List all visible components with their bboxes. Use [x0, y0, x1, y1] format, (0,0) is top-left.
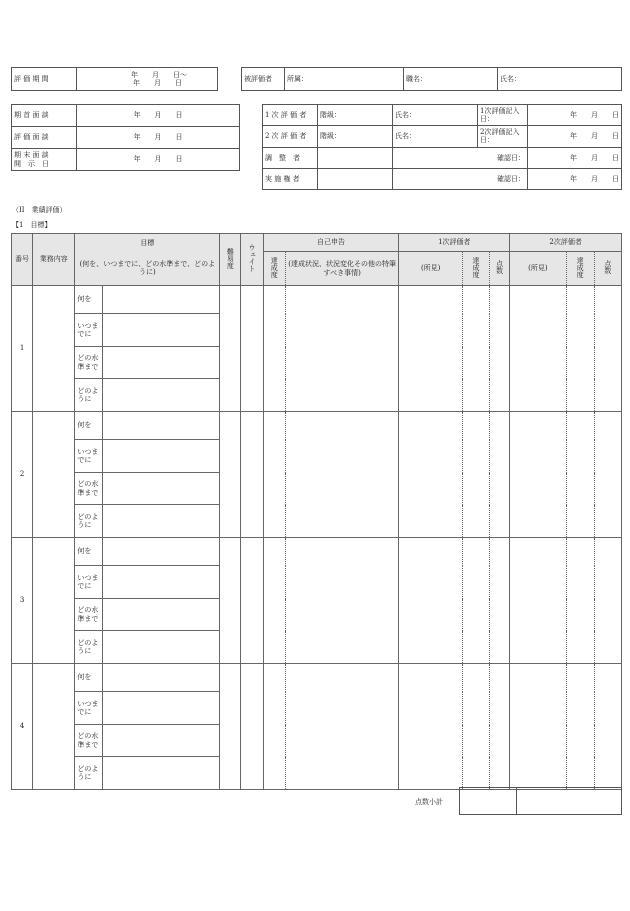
- first-achievement-field[interactable]: [462, 538, 489, 664]
- evaluator-entry-label: 確認日：: [478, 168, 528, 189]
- difficulty-field[interactable]: [220, 412, 241, 538]
- second-opinion-field[interactable]: [510, 412, 566, 538]
- subsection-title: 【1 目標】: [12, 221, 52, 229]
- header-weight: [241, 234, 263, 286]
- goal-label: いつまでに: [75, 692, 102, 725]
- self-achievement-field[interactable]: [263, 286, 285, 412]
- first-score-field[interactable]: [490, 286, 510, 412]
- goal-label: どの水準まで: [75, 473, 102, 505]
- row-number: 3: [12, 538, 33, 664]
- interview-date[interactable]: 年 月 日: [77, 127, 240, 149]
- evaluator-grade[interactable]: 階級：: [318, 126, 393, 147]
- header-second-achievement: [566, 252, 594, 286]
- interview-label: 期 首 面 談: [12, 105, 77, 127]
- second-score-field[interactable]: [594, 664, 621, 790]
- header-second-score: [594, 252, 621, 286]
- first-achievement-field[interactable]: [462, 286, 489, 412]
- task-field[interactable]: [33, 538, 75, 664]
- header-second-score-label: 点数: [603, 260, 612, 275]
- section-title: （II 業績評価）: [12, 206, 67, 214]
- goals-table: [11, 233, 622, 790]
- difficulty-field[interactable]: [220, 664, 241, 790]
- header-goal-sub: (何を、いつまでに、どの水準まで、どのように): [75, 252, 220, 286]
- header-task: 業務内容: [33, 234, 75, 286]
- second-opinion-field[interactable]: [510, 664, 566, 790]
- interview-table: [11, 104, 240, 171]
- first-opinion-field[interactable]: [399, 286, 462, 412]
- goal-label: 何を: [75, 538, 102, 566]
- name-field[interactable]: [527, 68, 622, 91]
- goal-label: いつまでに: [75, 314, 102, 347]
- goal-field[interactable]: [102, 347, 220, 379]
- subtotal-second[interactable]: [517, 788, 622, 815]
- row-number: 4: [12, 664, 33, 790]
- header-second-achievement-label: 達成度: [576, 256, 585, 278]
- self-note-field[interactable]: [285, 538, 399, 664]
- evaluator-field[interactable]: [318, 147, 393, 168]
- goal-field[interactable]: [102, 505, 220, 538]
- header-first-opinion: (所見): [399, 252, 462, 286]
- second-score-field[interactable]: [594, 412, 621, 538]
- goal-field[interactable]: [102, 631, 220, 664]
- second-opinion-field[interactable]: [510, 286, 566, 412]
- evaluator-role: 2 次 評 価 者: [263, 126, 318, 147]
- task-field[interactable]: [33, 286, 75, 412]
- evaluator-field[interactable]: [393, 147, 478, 168]
- header-first: 1次評価者: [399, 234, 510, 252]
- interview-label: 期 末 面 談 開 示 日: [12, 149, 77, 171]
- header-first-achievement-label: 達成度: [471, 256, 480, 278]
- subtotal-label: 点数小計: [415, 798, 443, 806]
- difficulty-field[interactable]: [220, 538, 241, 664]
- second-score-field[interactable]: [594, 286, 621, 412]
- header-second-opinion: (所見): [510, 252, 566, 286]
- interview-label: 評 価 面 談: [12, 127, 77, 149]
- interview-date[interactable]: 年 月 日: [77, 149, 240, 171]
- evaluator-name[interactable]: 氏名：: [393, 126, 478, 147]
- second-opinion-field[interactable]: [510, 538, 566, 664]
- header-first-score: [490, 252, 510, 286]
- first-achievement-field[interactable]: [462, 412, 489, 538]
- goal-label: どの水準まで: [75, 725, 102, 757]
- header-weight-label: ウェイト: [248, 244, 257, 273]
- goal-field[interactable]: [102, 692, 220, 725]
- first-achievement-field[interactable]: [462, 664, 489, 790]
- header-difficulty: [220, 234, 241, 286]
- name-label: 氏名：: [498, 68, 528, 91]
- first-score-field[interactable]: [490, 664, 510, 790]
- first-opinion-field[interactable]: [399, 664, 462, 790]
- evaluator-field[interactable]: [393, 168, 478, 189]
- second-achievement-field[interactable]: [566, 412, 594, 538]
- evaluator-role: 実 施 権 者: [263, 168, 318, 189]
- goal-label: どのように: [75, 631, 102, 664]
- goal-label: どの水準まで: [75, 347, 102, 379]
- first-opinion-field[interactable]: [399, 412, 462, 538]
- dept-field[interactable]: [319, 68, 404, 91]
- weight-field[interactable]: [241, 286, 263, 412]
- task-field[interactable]: [33, 664, 75, 790]
- self-achievement-field[interactable]: [263, 538, 285, 664]
- goal-sub-row: [12, 538, 622, 566]
- header-first-achievement: [462, 252, 489, 286]
- goal-label: 何を: [75, 412, 102, 440]
- period-end: 年 月 日: [133, 79, 182, 87]
- task-field[interactable]: [33, 412, 75, 538]
- evaluator-role: 1 次 評 価 者: [263, 105, 318, 126]
- evaluator-date[interactable]: 年 月 日: [528, 168, 622, 189]
- weight-field[interactable]: [241, 664, 263, 790]
- difficulty-field[interactable]: [220, 286, 241, 412]
- subtotal-table: [459, 787, 622, 815]
- interview-date[interactable]: 年 月 日: [77, 105, 240, 127]
- header-number: 番号: [12, 234, 33, 286]
- evaluator-entry-label: 2次評価記入日：: [478, 126, 528, 147]
- goal-field[interactable]: [102, 440, 220, 473]
- weight-field[interactable]: [241, 412, 263, 538]
- self-achievement-field[interactable]: [263, 412, 285, 538]
- header-goal-title: 目標: [140, 238, 155, 247]
- evaluator-date[interactable]: 年 月 日: [528, 126, 622, 147]
- goal-label: いつまでに: [75, 440, 102, 473]
- header-self-achievement-label: 達成度: [270, 256, 279, 278]
- evaluatee-table: [241, 67, 622, 91]
- second-achievement-field[interactable]: [566, 538, 594, 664]
- row-number: 1: [12, 286, 33, 412]
- goal-field[interactable]: [102, 664, 220, 692]
- second-achievement-field[interactable]: [566, 286, 594, 412]
- evaluator-grade[interactable]: 階級：: [318, 105, 393, 126]
- header-self: 自己申告: [263, 234, 399, 252]
- goal-label: どのように: [75, 757, 102, 790]
- goal-sub-row: [12, 286, 622, 314]
- goal-field[interactable]: [102, 538, 220, 566]
- goal-field[interactable]: [102, 757, 220, 790]
- goal-sub-row: [12, 412, 622, 440]
- header-first-score-label: 点数: [495, 260, 504, 275]
- period-date[interactable]: [77, 68, 218, 91]
- position-label: 職名：: [404, 68, 434, 91]
- period-start: 年 月 日〜: [131, 70, 187, 79]
- goal-field[interactable]: [102, 566, 220, 599]
- weight-field[interactable]: [241, 538, 263, 664]
- first-opinion-field[interactable]: [399, 538, 462, 664]
- evaluator-table: [262, 104, 622, 190]
- header-self-achievement: [263, 252, 285, 286]
- subtotal-first[interactable]: [460, 788, 517, 815]
- goal-rows: [12, 286, 622, 790]
- goal-field[interactable]: [102, 379, 220, 412]
- goal-field[interactable]: [102, 314, 220, 347]
- goal-label: どのように: [75, 379, 102, 412]
- period-table: [11, 67, 218, 91]
- evaluator-entry-label: 1次評価記入日：: [478, 105, 528, 126]
- evaluator-field[interactable]: [318, 168, 393, 189]
- self-note-field[interactable]: [285, 664, 399, 790]
- goal-label: どのように: [75, 505, 102, 538]
- goal-field[interactable]: [102, 599, 220, 631]
- dept-label: 所属：: [285, 68, 320, 91]
- header-self-note: (達成状況、状況変化その他の特筆すべき事情): [285, 252, 399, 286]
- evaluator-entry-label: 確認日：: [478, 147, 528, 168]
- goal-sub-row: [12, 664, 622, 692]
- self-note-field[interactable]: [285, 412, 399, 538]
- goal-field[interactable]: [102, 412, 220, 440]
- first-score-field[interactable]: [490, 538, 510, 664]
- second-score-field[interactable]: [594, 538, 621, 664]
- evaluator-role: 調 整 者: [263, 147, 318, 168]
- header-difficulty-label: 難易度: [226, 247, 235, 269]
- self-note-field[interactable]: [285, 286, 399, 412]
- goal-label: 何を: [75, 664, 102, 692]
- self-achievement-field[interactable]: [263, 664, 285, 790]
- row-number: 2: [12, 412, 33, 538]
- header-second: 2次評価者: [510, 234, 622, 252]
- evaluator-date[interactable]: 年 月 日: [528, 147, 622, 168]
- goal-label: 何を: [75, 286, 102, 314]
- goal-label: いつまでに: [75, 566, 102, 599]
- evaluatee-label: 被評価者: [242, 68, 285, 91]
- goal-field[interactable]: [102, 725, 220, 757]
- period-label: 評 価 期 間: [12, 68, 77, 91]
- evaluator-date[interactable]: 年 月 日: [528, 105, 622, 126]
- goal-field[interactable]: [102, 473, 220, 505]
- position-field[interactable]: [433, 68, 498, 91]
- first-score-field[interactable]: [490, 412, 510, 538]
- goal-label: どの水準まで: [75, 599, 102, 631]
- header-goal: [75, 234, 220, 252]
- evaluator-name[interactable]: 氏名：: [393, 105, 478, 126]
- goal-field[interactable]: [102, 286, 220, 314]
- second-achievement-field[interactable]: [566, 664, 594, 790]
